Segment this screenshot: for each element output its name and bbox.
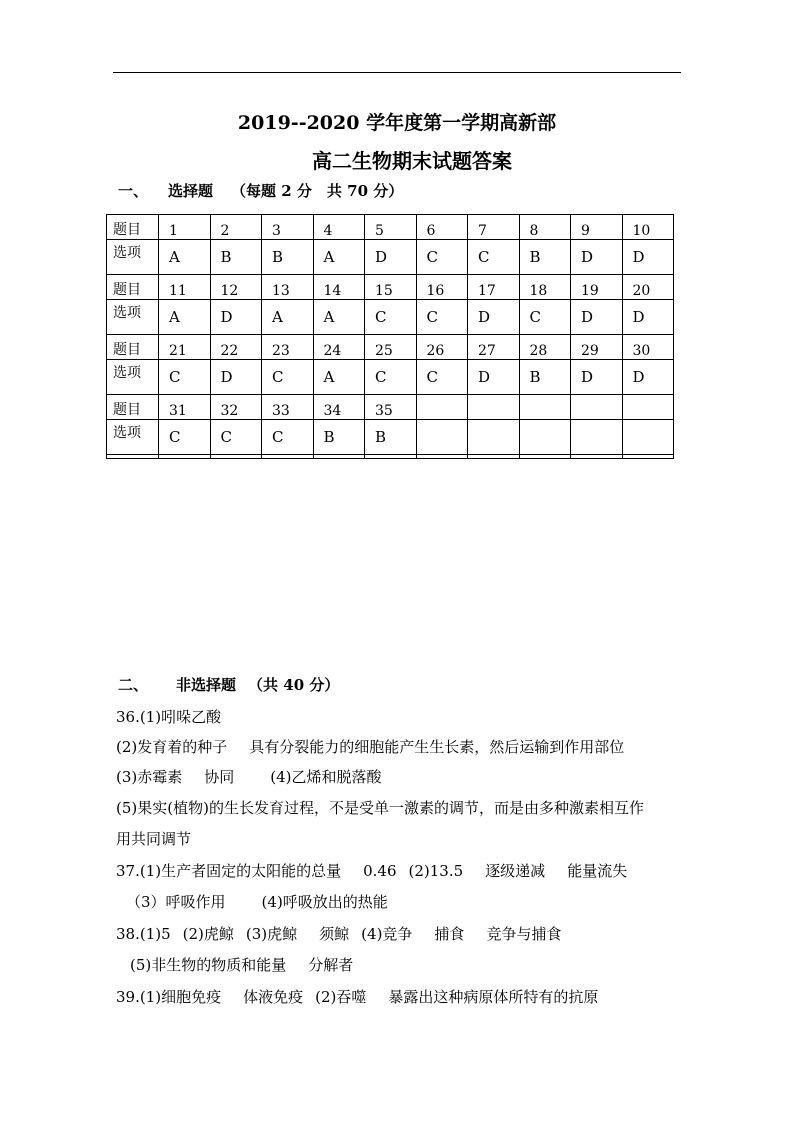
table-tail-row (107, 455, 674, 459)
section-2-label: 二、 (118, 676, 149, 694)
question-number-cell: 4 (313, 215, 365, 240)
question-number-cell: 16 (416, 275, 468, 300)
answer-choice-cell: C (468, 240, 520, 275)
answer-choice-cell: C (416, 360, 468, 395)
answer-choice-cell: A (313, 240, 365, 275)
document-title: 2019--2020 学年度第一学期高新部 (237, 112, 557, 134)
answer-choice-cell: B (262, 240, 314, 275)
answer-choice-row (107, 420, 674, 455)
question-number-cell: 9 (571, 215, 623, 240)
answer-36-5-cont: 用共同调节 (116, 830, 192, 848)
answer-choice-cell (519, 420, 571, 455)
answer-choice-cell: A (313, 360, 365, 395)
table-tail-cell (622, 455, 674, 459)
section-1-heading (118, 180, 403, 201)
question-number-cell: 7 (468, 215, 520, 240)
answer-choice-cell: D (468, 360, 520, 395)
answer-choice-cell: B (313, 420, 365, 455)
row-header-answer: 选项 (107, 360, 159, 395)
question-number-cell: 28 (519, 335, 571, 360)
question-number-cell: 34 (313, 395, 365, 420)
question-number-cell: 30 (622, 335, 674, 360)
answer-38-5: (5)非生物的物质和能量 分解者 (130, 956, 354, 974)
question-number-row (107, 215, 674, 240)
header-rule (113, 72, 681, 73)
question-number-cell: 35 (365, 395, 417, 420)
question-number-cell: 31 (159, 395, 211, 420)
table-tail-cell (365, 455, 417, 459)
question-number-cell: 3 (262, 215, 314, 240)
answer-choice-cell: D (571, 300, 623, 335)
question-number-cell: 25 (365, 335, 417, 360)
answer-choice-cell: C (519, 300, 571, 335)
question-number-cell: 15 (365, 275, 417, 300)
answer-choice-cell: A (313, 300, 365, 335)
question-number-cell: 24 (313, 335, 365, 360)
answer-choice-cell: C (159, 360, 211, 395)
answer-choice-cell: C (416, 300, 468, 335)
answer-choice-row (107, 300, 674, 335)
question-number-cell: 33 (262, 395, 314, 420)
section-2-heading (118, 674, 339, 695)
answer-choice-cell: C (262, 420, 314, 455)
answer-36-2: (2)发育着的种子 具有分裂能力的细胞能产生生长素，然后运输到作用部位 (116, 738, 625, 756)
answer-choice-cell: D (210, 360, 262, 395)
question-number-cell (622, 395, 674, 420)
row-header-answer: 选项 (107, 420, 159, 455)
answer-choice-cell: C (159, 420, 211, 455)
answer-choice-cell: D (571, 360, 623, 395)
question-number-cell: 5 (365, 215, 417, 240)
question-number-cell: 14 (313, 275, 365, 300)
section-1-note: （每题 2 分 共 70 分） (231, 182, 404, 200)
question-number-cell: 32 (210, 395, 262, 420)
row-header-number: 题目 (107, 215, 159, 240)
answer-choice-cell: D (622, 300, 674, 335)
answer-36-5: (5)果实(植物)的生长发育过程，不是受单一激素的调节，而是由多种激素相互作 (116, 799, 644, 817)
question-number-cell (519, 395, 571, 420)
table-tail-cell (210, 455, 262, 459)
table-tail-cell (262, 455, 314, 459)
question-number-cell: 27 (468, 335, 520, 360)
answer-choice-row (107, 240, 674, 275)
table-tail-cell (468, 455, 520, 459)
answer-choice-cell (571, 420, 623, 455)
question-number-cell: 12 (210, 275, 262, 300)
question-number-cell: 23 (262, 335, 314, 360)
row-header-number: 题目 (107, 335, 159, 360)
answer-37-3-4: （3）呼吸作用 (4)呼吸放出的热能 (126, 893, 388, 911)
question-number-cell: 2 (210, 215, 262, 240)
question-number-cell: 26 (416, 335, 468, 360)
answer-choice-cell (622, 420, 674, 455)
section-1-label: 一、 (118, 182, 149, 200)
answer-choice-cell: D (468, 300, 520, 335)
answer-choice-cell (468, 420, 520, 455)
answer-choice-cell: C (365, 300, 417, 335)
row-header-number: 题目 (107, 275, 159, 300)
question-number-row (107, 335, 674, 360)
row-header-number: 题目 (107, 395, 159, 420)
question-number-cell: 1 (159, 215, 211, 240)
row-header-answer: 选项 (107, 300, 159, 335)
question-number-cell: 8 (519, 215, 571, 240)
answer-choice-row (107, 360, 674, 395)
answer-choice-cell: B (365, 420, 417, 455)
section-1-title: 选择题 (168, 182, 214, 200)
answer-38-1-4: 38.(1)5 (2)虎鲸 (3)虎鲸 须鲸 (4)竞争 捕食 竞争与捕食 (116, 925, 562, 943)
row-header-answer: 选项 (107, 240, 159, 275)
answer-36-3-4: (3)赤霉素 协同 (4)乙烯和脱落酸 (116, 768, 382, 786)
table-tail-cell (313, 455, 365, 459)
question-number-cell: 20 (622, 275, 674, 300)
answer-choice-cell: B (519, 360, 571, 395)
answer-choice-cell: D (622, 240, 674, 275)
question-number-cell (571, 395, 623, 420)
answer-choice-cell: B (210, 240, 262, 275)
question-number-cell: 18 (519, 275, 571, 300)
answer-choice-cell: D (210, 300, 262, 335)
answer-table (106, 214, 674, 459)
section-2-title: 非选择题 (176, 676, 237, 694)
table-tail-cell (107, 455, 159, 459)
question-number-cell: 11 (159, 275, 211, 300)
answer-39-1-2: 39.(1)细胞免疫 体液免疫 (2)吞噬 暴露出这种病原体所特有的抗原 (116, 988, 599, 1006)
table-tail-cell (416, 455, 468, 459)
question-number-row (107, 275, 674, 300)
table-tail-cell (519, 455, 571, 459)
question-number-cell: 17 (468, 275, 520, 300)
section-2-note: （共 40 分） (248, 676, 340, 694)
answer-37-1-2: 37.(1)生产者固定的太阳能的总量 0.46 (2)13.5 逐级递减 能量流失 (116, 862, 628, 880)
answer-choice-cell: C (416, 240, 468, 275)
question-number-cell (468, 395, 520, 420)
question-number-cell: 22 (210, 335, 262, 360)
answer-choice-cell: C (262, 360, 314, 395)
question-number-cell (416, 395, 468, 420)
answer-choice-cell: C (365, 360, 417, 395)
answer-choice-cell: B (519, 240, 571, 275)
answer-choice-cell: C (210, 420, 262, 455)
question-number-cell: 10 (622, 215, 674, 240)
answer-choice-cell: D (365, 240, 417, 275)
question-number-cell: 29 (571, 335, 623, 360)
table-tail-cell (159, 455, 211, 459)
answer-choice-cell (416, 420, 468, 455)
question-number-row (107, 395, 674, 420)
question-number-cell: 21 (159, 335, 211, 360)
answer-36-1: 36.(1)吲哚乙酸 (116, 708, 222, 726)
document-subtitle: 高二生物期末试题答案 (312, 149, 512, 173)
answer-choice-cell: A (159, 300, 211, 335)
question-number-cell: 19 (571, 275, 623, 300)
question-number-cell: 13 (262, 275, 314, 300)
answer-choice-cell: A (262, 300, 314, 335)
answer-choice-cell: A (159, 240, 211, 275)
table-tail-cell (571, 455, 623, 459)
answer-choice-cell: D (571, 240, 623, 275)
answer-choice-cell: D (622, 360, 674, 395)
question-number-cell: 6 (416, 215, 468, 240)
